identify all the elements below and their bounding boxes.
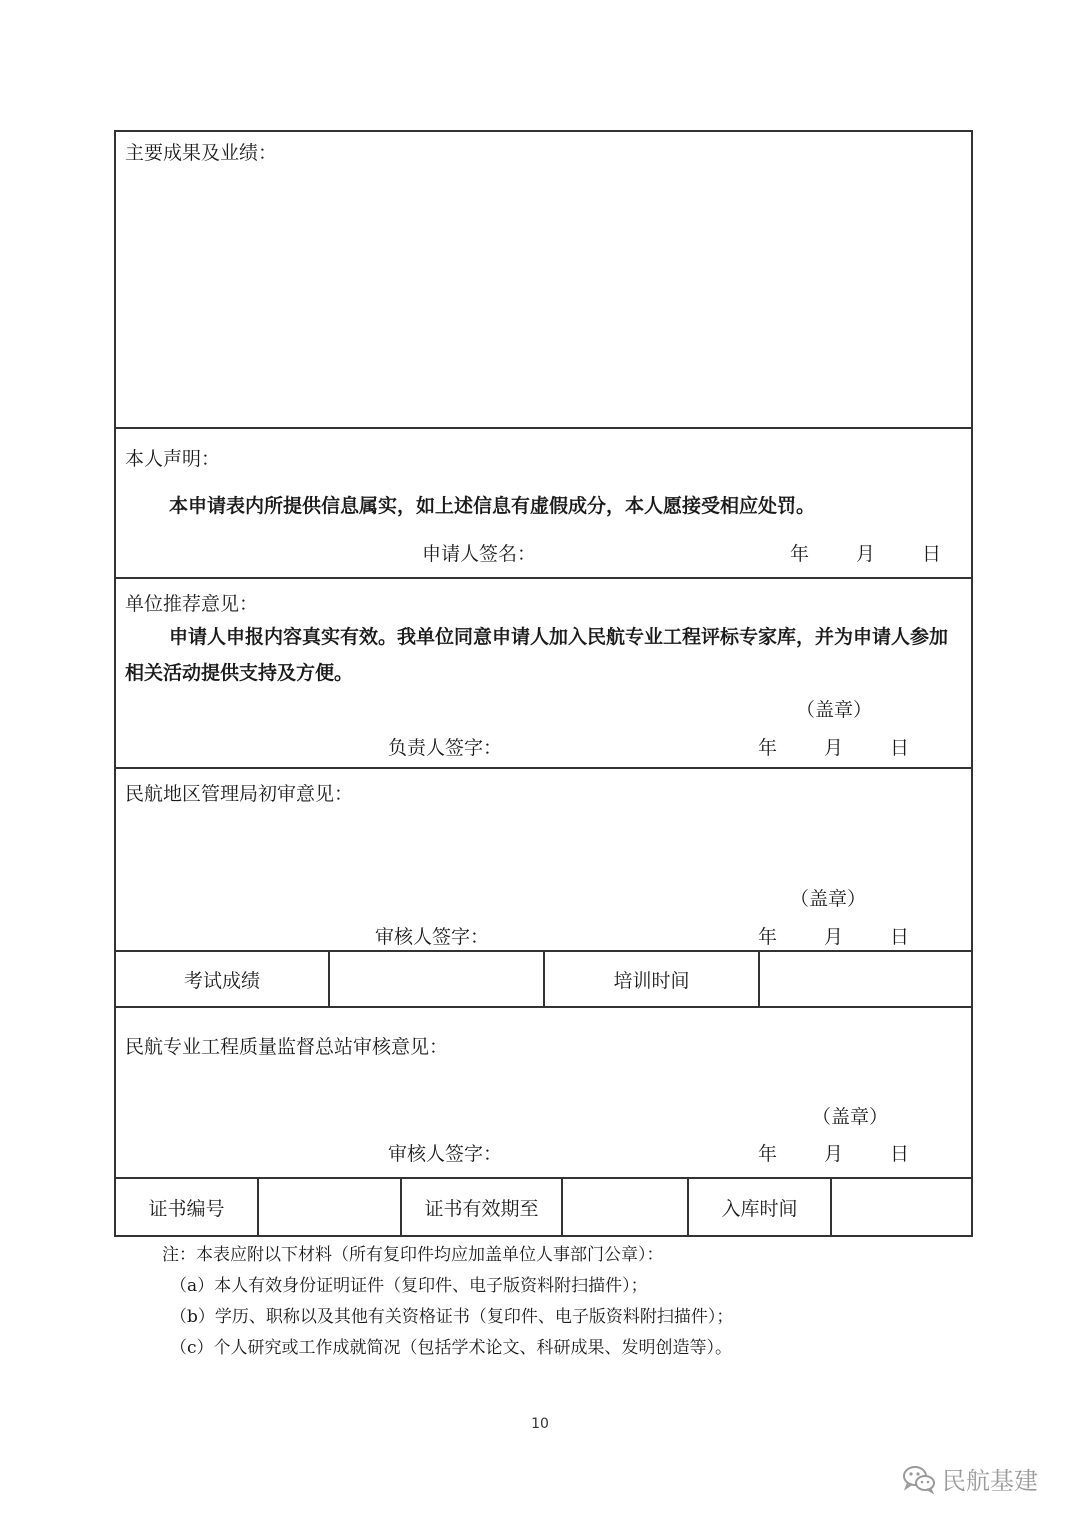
exam-score-field[interactable] — [330, 952, 545, 1006]
date-year: 年 — [758, 1143, 778, 1165]
wechat-icon — [902, 1464, 936, 1494]
date-month: 月 — [824, 926, 844, 948]
reviewer-signature-label: 审核人签字： — [375, 926, 490, 948]
training-time-label: 培训时间 — [545, 952, 760, 1006]
seal-label: （盖章） — [812, 1106, 889, 1128]
training-time-field[interactable] — [760, 952, 971, 1006]
watermark-text: 民航基建 — [942, 1467, 1038, 1495]
declaration-text: 本申请表内所提供信息属实，如上述信息有虚假成分，本人愿接受相应处罚。 — [169, 495, 816, 517]
notes-intro: 注：本表应附以下材料（所有复印件均应加盖单位人事部门公章）： — [162, 1245, 664, 1265]
date-month: 月 — [856, 543, 876, 565]
exam-row — [116, 952, 971, 1008]
cert-no-label: 证书编号 — [116, 1179, 259, 1235]
exam-score-label: 考试成绩 — [116, 952, 330, 1006]
date-year: 年 — [758, 737, 778, 759]
cert-valid-until-label: 证书有效期至 — [402, 1179, 563, 1235]
application-form — [114, 130, 973, 1237]
regional-review-label: 民航地区管理局初审意见： — [125, 783, 354, 805]
unit-recommendation-section — [116, 579, 971, 769]
date-year: 年 — [790, 543, 810, 565]
date-month: 月 — [824, 1143, 844, 1165]
date-day: 日 — [890, 926, 910, 948]
declaration-section — [116, 429, 971, 579]
unit-recommendation-text: 申请人申报内容真实有效。我单位同意申请人加入民航专业工程评标专家库，并为申请人参加相关活动提供支持及方便。 — [125, 626, 949, 684]
unit-recommendation-label: 单位推荐意见： — [125, 593, 259, 615]
entry-time-field[interactable] — [832, 1179, 971, 1235]
station-review-label: 民航专业工程质量监督总站审核意见： — [125, 1036, 449, 1058]
achievements-section — [116, 132, 971, 429]
seal-label: （盖章） — [790, 888, 867, 910]
cert-no-field[interactable] — [259, 1179, 402, 1235]
notes-item-b: （b）学历、职称以及其他有关资格证书（复印件、电子版资料附扫描件）； — [170, 1307, 734, 1327]
declaration-label: 本人声明： — [125, 448, 221, 470]
regional-review-section — [116, 769, 971, 952]
date-day: 日 — [922, 543, 942, 565]
date-day: 日 — [890, 737, 910, 759]
achievements-label: 主要成果及业绩： — [125, 142, 278, 164]
station-review-section — [116, 1008, 971, 1179]
notes-item-a: （a）本人有效身份证明证件（复印件、电子版资料附扫描件）； — [170, 1276, 648, 1296]
notes-item-c: （c）个人研究或工作成就简况（包括学术论文、科研成果、发明创造等）。 — [170, 1338, 733, 1358]
entry-time-label: 入库时间 — [689, 1179, 832, 1235]
reviewer-signature-label: 审核人签字： — [388, 1143, 503, 1165]
notes — [162, 1240, 733, 1364]
applicant-signature-label: 申请人签名： — [422, 543, 537, 565]
responsible-signature-label: 负责人签字： — [388, 737, 503, 759]
watermark — [902, 1461, 1038, 1496]
certificate-row — [116, 1179, 971, 1235]
date-month: 月 — [824, 737, 844, 759]
seal-label: （盖章） — [796, 699, 873, 721]
date-year: 年 — [758, 926, 778, 948]
date-day: 日 — [890, 1143, 910, 1165]
cert-valid-until-field[interactable] — [563, 1179, 689, 1235]
page-number: 10 — [531, 1416, 549, 1432]
